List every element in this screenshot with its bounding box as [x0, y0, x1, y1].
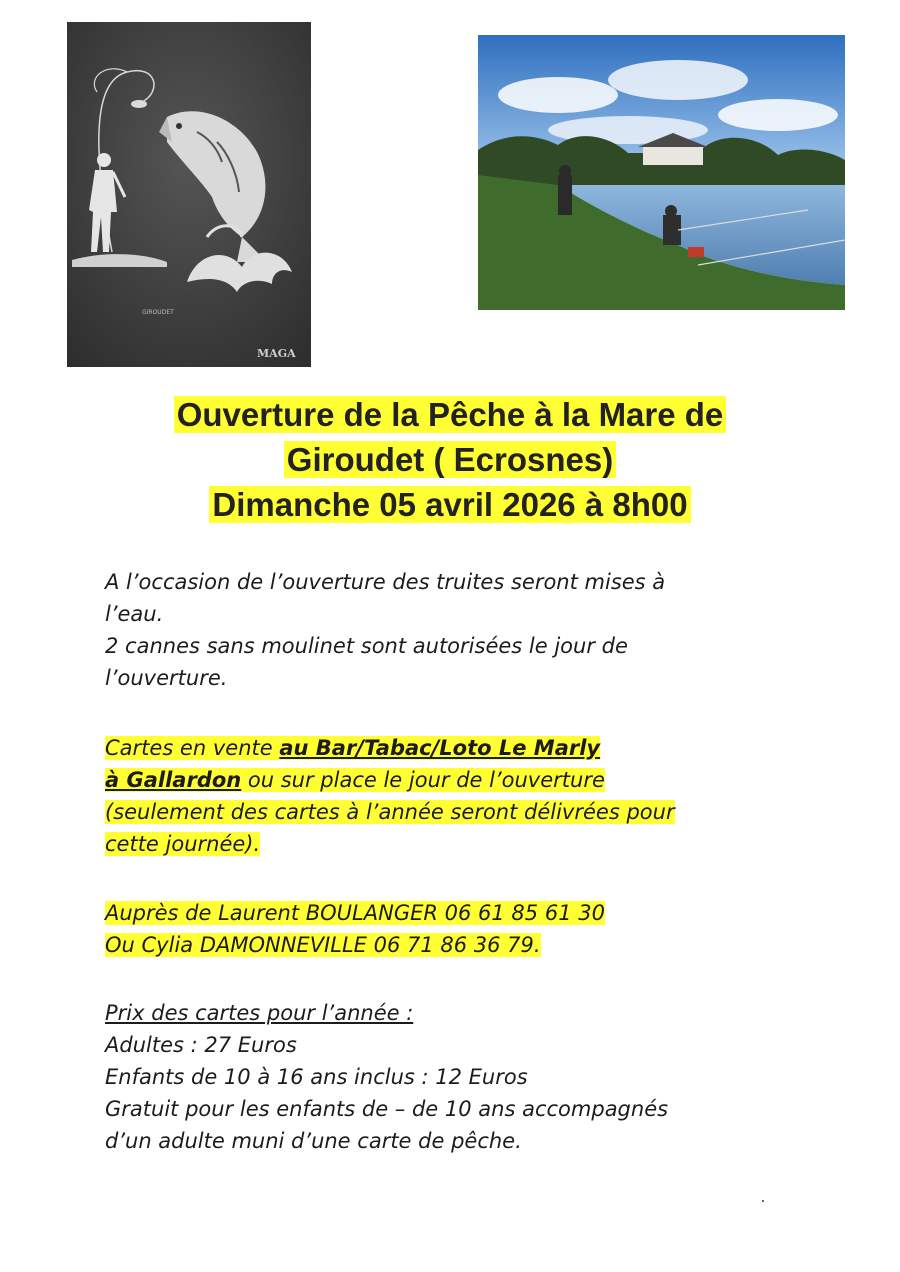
intro-line-3: 2 cannes sans moulinet sont autorisées le jour de: [105, 634, 628, 658]
cards-line-3: (seulement des cartes à l’année seront délivrées pour: [105, 800, 675, 824]
event-title: [0, 392, 900, 527]
fisherman-fish-engraving: [67, 22, 311, 367]
price-free-line-2: d’un adulte muni d’une carte de pêche.: [105, 1129, 522, 1153]
slate-label: GIROUDET: [142, 309, 174, 316]
intro-paragraph: [105, 566, 805, 694]
intro-line-2: l’eau.: [105, 602, 164, 626]
cards-text-1: Cartes en vente: [105, 736, 280, 760]
cards-shop-town: à Gallardon: [105, 768, 242, 792]
cards-line-4: cette journée).: [105, 832, 261, 856]
pond-photo: [478, 35, 845, 310]
prices-heading: Prix des cartes pour l’année :: [105, 1001, 414, 1025]
intro-line-4: l’ouverture.: [105, 666, 228, 690]
contacts-paragraph: [105, 897, 805, 961]
contact-line-2: Ou Cylia DAMONNEVILLE 06 71 86 36 79.: [105, 933, 541, 957]
pond-landscape: [478, 35, 845, 310]
slate-signature: MAGA: [257, 347, 296, 360]
price-adults: Adultes : 27 Euros: [105, 1033, 297, 1057]
scan-speck: [762, 1200, 764, 1202]
title-line-2: Giroudet ( Ecrosnes): [284, 441, 616, 478]
price-free-line-1: Gratuit pour les enfants de – de 10 ans accompagnés: [105, 1097, 669, 1121]
engraved-slate-photo: [67, 22, 311, 367]
title-line-3: Dimanche 05 avril 2026 à 8h00: [209, 486, 690, 523]
title-line-1: Ouverture de la Pêche à la Mare de: [174, 396, 727, 433]
cards-shop-name: au Bar/Tabac/Loto Le Marly: [279, 736, 601, 760]
intro-line-1: A l’occasion de l’ouverture des truites seront mises à: [105, 570, 666, 594]
price-children: Enfants de 10 à 16 ans inclus : 12 Euros: [105, 1065, 528, 1089]
cards-sale-paragraph: [105, 732, 805, 860]
cards-text-2: ou sur place le jour de l’ouverture: [241, 768, 605, 792]
contact-line-1: Auprès de Laurent BOULANGER 06 61 85 61 30: [105, 901, 605, 925]
prices-paragraph: [105, 997, 805, 1157]
